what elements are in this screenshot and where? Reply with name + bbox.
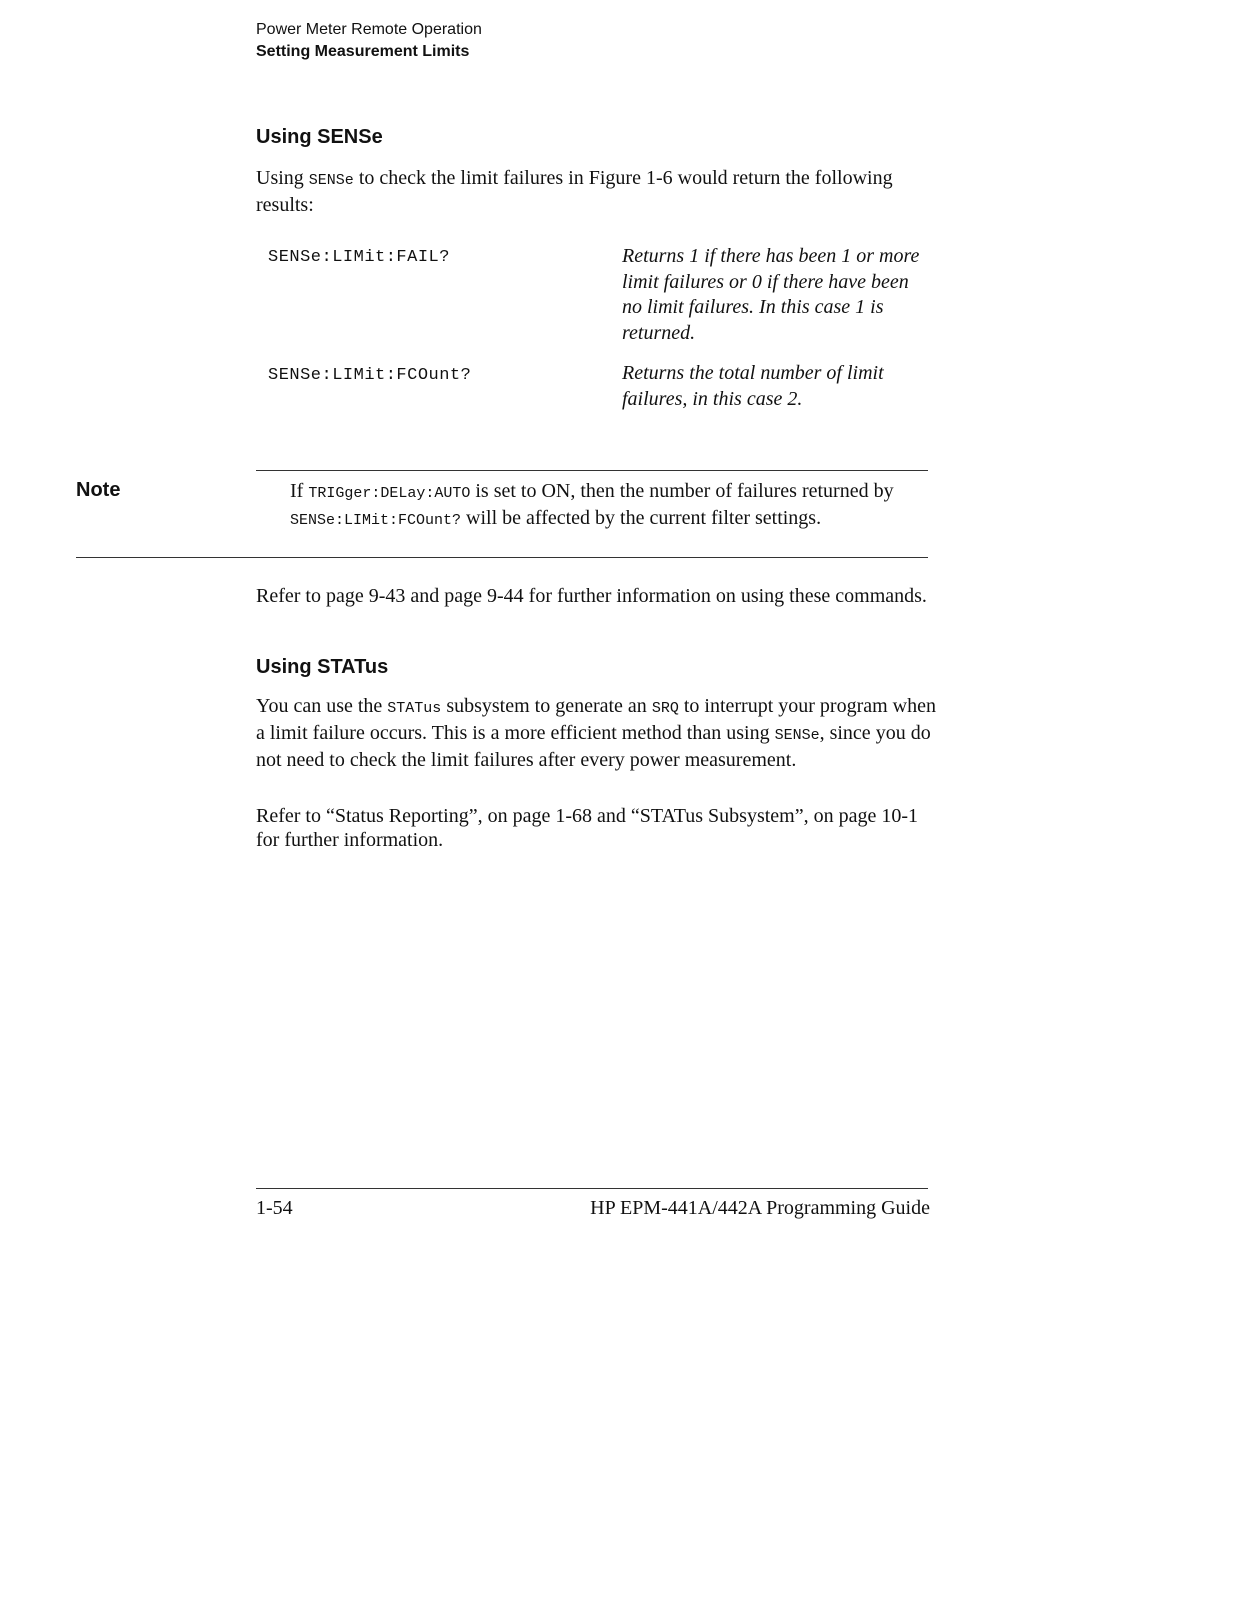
- running-header-section: Setting Measurement Limits: [256, 43, 470, 60]
- status-code-srq: SRQ: [651, 700, 679, 717]
- note-text: [290, 479, 930, 533]
- sense-intro-post: to check the limit failures in Figure 1-6 would return the following results:: [256, 167, 893, 216]
- status-p1-b: subsystem to generate an: [441, 695, 652, 717]
- note-text-post: will be affected by the current filter settings.: [461, 507, 822, 529]
- note-text-mid: is set to ON, then the number of failures returned by: [470, 480, 894, 502]
- sense-intro-code: SENSe: [308, 172, 354, 189]
- status-code-sense: SENSe: [774, 727, 820, 744]
- status-paragraph: [256, 694, 936, 772]
- status-p1-c: to interrupt your program when a limit failure occurs. This is a more efficient method than using: [256, 695, 936, 744]
- note-code-fcount: SENSe:LIMit:FCOunt?: [290, 512, 462, 529]
- status-p1-a: You can use the: [256, 695, 388, 717]
- note-code-trigger-delay: TRIGger:DELay:AUTO: [308, 485, 471, 502]
- command-fcount: SENSe:LIMit:FCOunt?: [268, 366, 472, 385]
- command-fcount-description: Returns the total number of limit failures, in this case 2.: [622, 362, 884, 410]
- note-bottom-rule: [76, 557, 928, 558]
- command-fail-description: Returns 1 if there has been 1 or more limit failures or 0 if there have been no limit failures. In this case 1 is returned.: [622, 245, 920, 344]
- footer-guide-title: HP EPM-441A/442A Programming Guide: [590, 1197, 930, 1219]
- note-top-rule: [256, 470, 928, 471]
- note-label: Note: [76, 479, 121, 501]
- footer-page-number: 1-54: [256, 1197, 293, 1219]
- running-header-chapter: Power Meter Remote Operation: [256, 21, 482, 38]
- command-fail: SENSe:LIMit:FAIL?: [268, 248, 450, 267]
- footer-rule: [256, 1188, 928, 1189]
- heading-using-status: Using STATus: [256, 656, 389, 678]
- status-code-status: STATus: [387, 700, 442, 717]
- note-text-pre: If: [290, 480, 309, 502]
- sense-intro-paragraph: [256, 166, 936, 217]
- refer-sense-paragraph: Refer to page 9-43 and page 9-44 for further information on using these commands.: [256, 585, 927, 607]
- status-p1-d: , since you do not need to check the limit failures after every power measurement.: [256, 722, 931, 771]
- sense-intro-pre: Using: [256, 167, 309, 189]
- status-refer-paragraph: Refer to “Status Reporting”, on page 1-68 and “STATus Subsystem”, on page 10-1 for further information.: [256, 805, 919, 851]
- heading-using-sense: Using SENSe: [256, 126, 383, 148]
